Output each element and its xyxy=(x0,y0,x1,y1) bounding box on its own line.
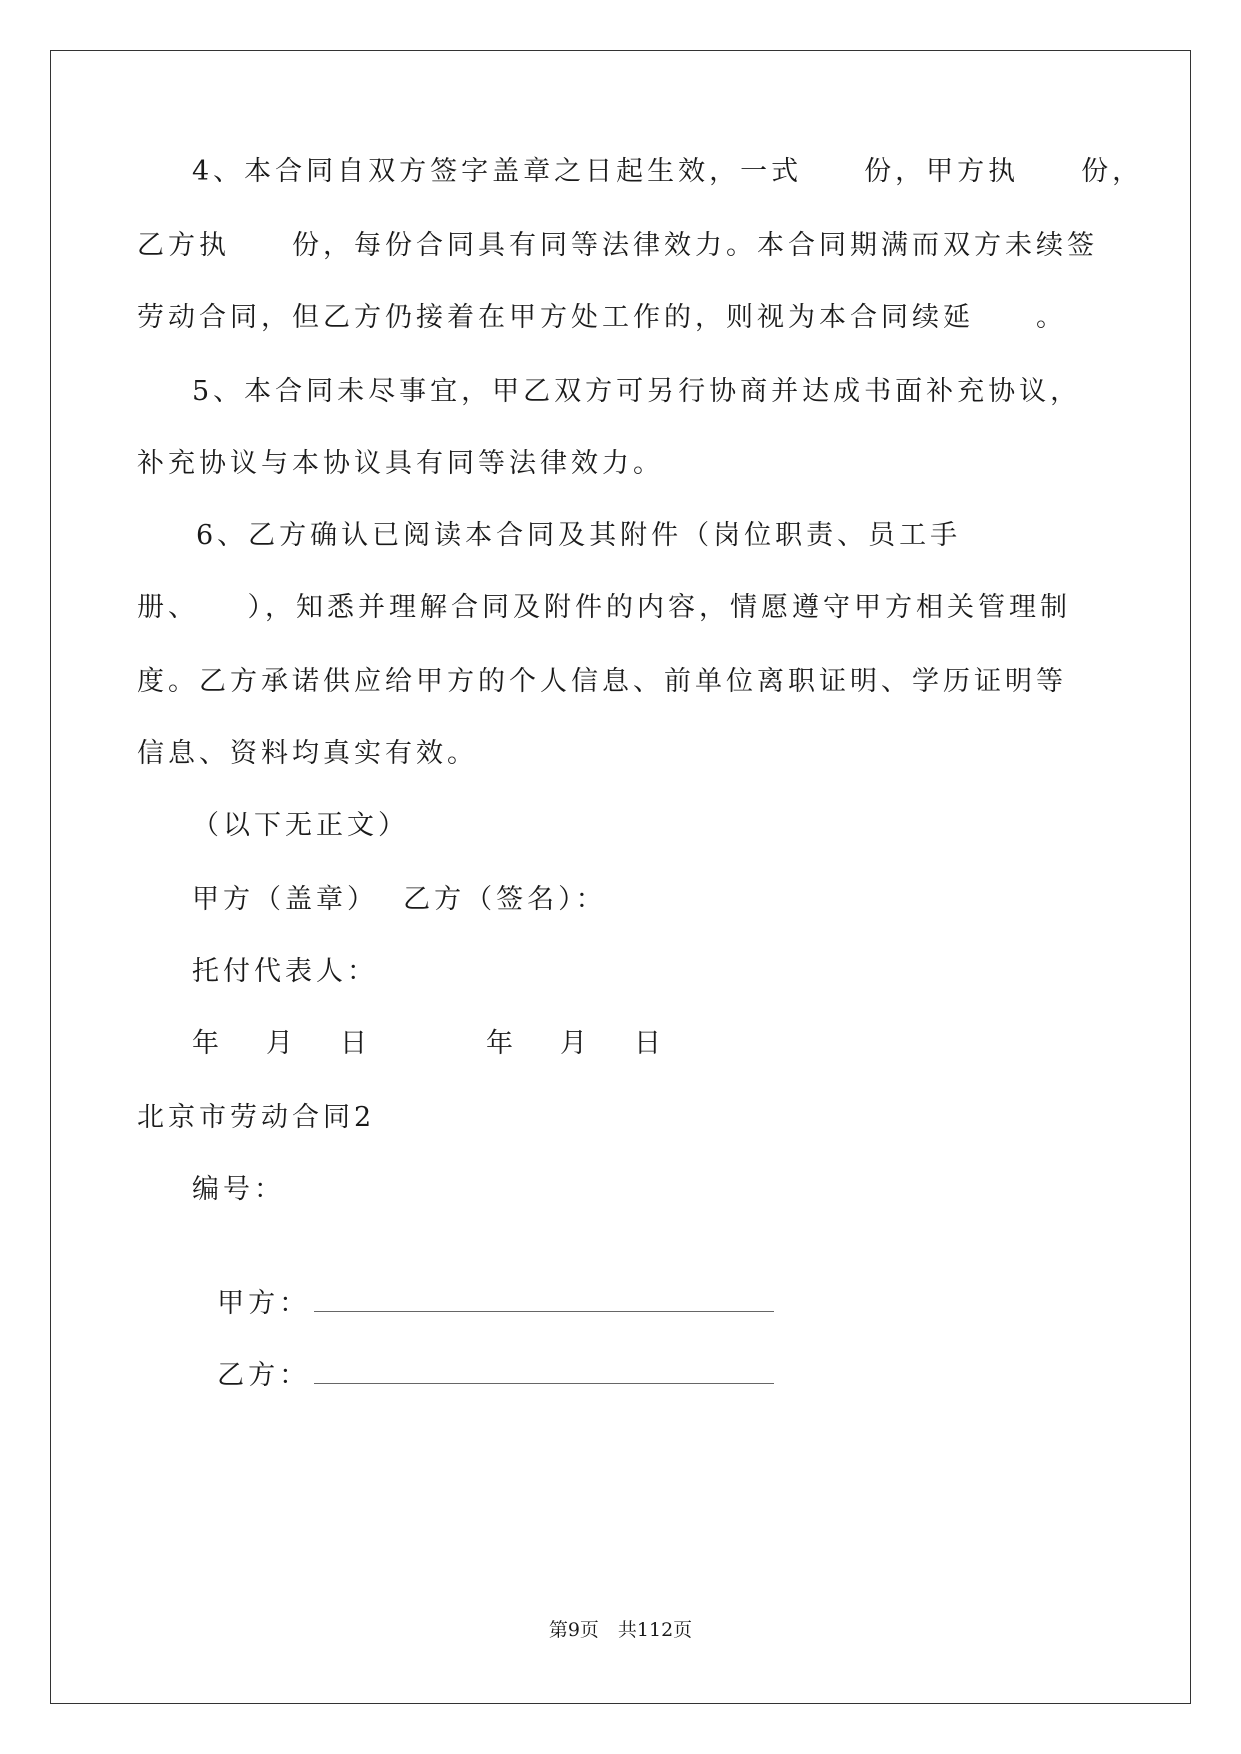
clause-6-line-1: 6、乙方确认已阅读本合同及其附件（岗位职责、员工手 xyxy=(196,520,962,551)
clause-6-line-2: 册、 ），知悉并理解合同及附件的内容，情愿遵守甲方相关管理制 xyxy=(137,592,1071,623)
party-b-field xyxy=(192,1316,774,1396)
party-a-label: 甲方： xyxy=(217,1288,311,1319)
contract-number-label: 编号： xyxy=(192,1174,285,1205)
clause-5-line-1: 5、本合同未尽事宜，甲乙双方可另行协商并达成书面补充协议， xyxy=(192,376,1082,407)
end-of-text-note: （以下无正文） xyxy=(192,810,409,841)
contract-title: 北京市劳动合同2 xyxy=(137,1102,376,1133)
clause-5-line-2: 补充协议与本协议具有同等法律效力。 xyxy=(137,448,664,479)
party-a-blank-line xyxy=(314,1310,774,1312)
party-a-field xyxy=(192,1244,774,1324)
clause-4-line-3: 劳动合同，但乙方仍接着在甲方处工作的，则视为本合同续延 。 xyxy=(137,302,1067,333)
clause-4-line-1: 4、本合同自双方签字盖章之日起生效，一式 份，甲方执 份， xyxy=(192,156,1144,187)
representative-label: 托付代表人： xyxy=(192,956,378,987)
party-b-blank-line xyxy=(314,1382,774,1384)
clause-6-line-3: 度。乙方承诺供应给甲方的个人信息、前单位离职证明、学历证明等 xyxy=(137,666,1067,697)
clause-4-line-2: 乙方执 份，每份合同具有同等法律效力。本合同期满而双方未续签 xyxy=(137,230,1098,261)
party-b-label: 乙方： xyxy=(217,1360,311,1391)
clause-6-line-4: 信息、资料均真实有效。 xyxy=(137,738,478,769)
date-party-b: 年 月 日 xyxy=(486,1028,671,1059)
date-party-a: 年 月 日 xyxy=(192,1028,377,1059)
signature-parties: 甲方（盖章） 乙方（签名）： xyxy=(192,884,607,915)
page-footer: 第9页 共112页 xyxy=(548,1619,693,1641)
